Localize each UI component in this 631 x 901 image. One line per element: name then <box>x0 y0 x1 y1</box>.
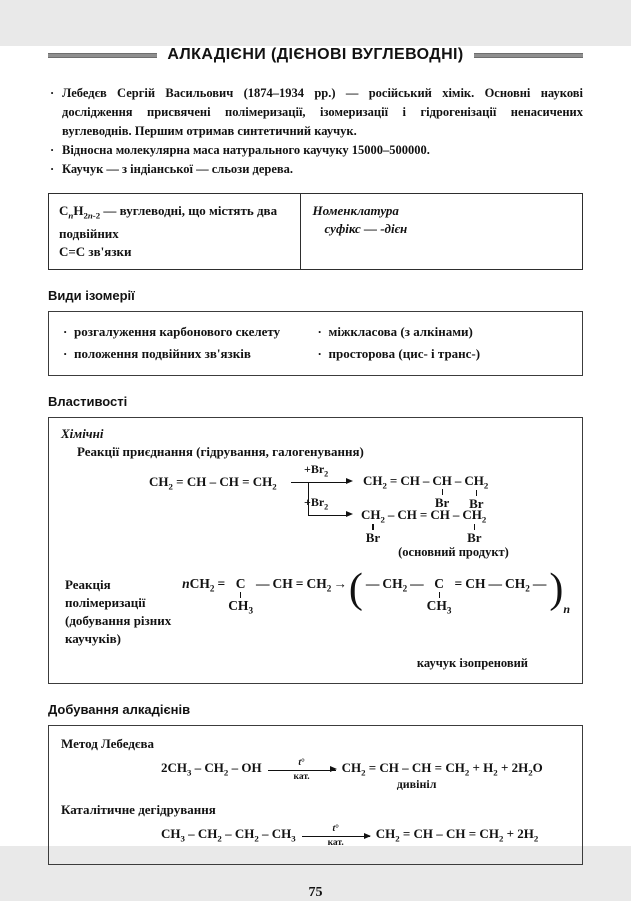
isomerism-heading: Види ізомерії <box>48 287 135 303</box>
nomenclature-cell <box>300 194 582 269</box>
arrow-catalyst-label: кат. <box>327 838 344 849</box>
polymerization-title-line1: Реакція полімеризації <box>65 576 146 610</box>
close-paren: ) <box>549 565 564 612</box>
definition-cell <box>49 194 300 269</box>
catalyst-arrow <box>302 824 370 848</box>
divinyl-note: дивініл <box>396 777 437 792</box>
polymerization-row <box>61 565 570 648</box>
polyisoprene-unit-formula: — $CH_2$ — C $CH_3$ = CH — $CH_2$ — <box>365 575 547 616</box>
butadiene-reactant-formula: $CH_2$ = CH – CH = $CH_2$ <box>149 473 277 492</box>
isomerism-item: · розгалуження карбонового скелету <box>61 321 316 343</box>
products-line <box>342 760 543 778</box>
page-title: АЛКАДІЄНИ (ДІЄНОВІ ВУГЛЕВОДНІ) <box>167 46 464 63</box>
nomenclature-title: Номенклатура <box>312 203 399 218</box>
intro-bullet: · Каучук — з індіанської — сльози дерева. <box>48 160 583 179</box>
definition-formula-line2: C=C зв'язки <box>59 243 132 259</box>
arrow-temperature-label: t° <box>332 824 339 835</box>
intro-bullet: · Відносна молекулярна маса натурального каучуку 15000–500000. <box>48 141 583 160</box>
top-reaction-arrow <box>291 482 346 483</box>
isomerism-box <box>48 311 583 376</box>
polymerization-equation <box>182 565 570 617</box>
arrow-line <box>302 836 370 837</box>
bottom-reaction-arrow <box>308 515 346 516</box>
title-rule-right <box>474 53 583 58</box>
production-heading: Добування алкадієнів <box>48 701 191 717</box>
title-rule-left <box>48 53 157 58</box>
lebedev-equation <box>161 757 570 793</box>
dehydrogenation-equation <box>161 826 570 848</box>
isomerism-item: · міжкласова (з алкінами) <box>316 321 571 343</box>
dibromide-product-1-formula: $CH_2$ = CH – CH Br – $CH_2$ Br <box>363 472 489 512</box>
catalyst-arrow <box>268 758 336 782</box>
arrow-catalyst-label: кат. <box>293 771 310 782</box>
isomerism-left-column <box>61 321 316 365</box>
lebedev-products <box>342 760 543 793</box>
dibromide-product-2-formula: $CH_2$ Br – CH = CH – $CH_2$ Br <box>361 506 487 546</box>
isomerism-item: · положення подвійних зв'язків <box>61 343 316 365</box>
intro-list <box>48 84 583 179</box>
arrow-temperature-label: t° <box>298 757 305 768</box>
isoprene-monomer-formula: nCH$_2$ = C $CH_3$ — CH = $CH_2$ <box>182 575 332 616</box>
properties-box <box>48 417 583 684</box>
ethanol-formula: $2CH_3 - CH_2$ – OH <box>161 759 262 778</box>
polymer-index-n: n <box>563 601 570 616</box>
intro-bullet: · Лебедєв Сергій Васильович (1874–1934 рр.) — російський хімік. Основні наукові дослідження присвячені полімеризації, ізомеризації і гідрогенізації ненасичених вуглеводнів. Першим отримав синтетичний каучук. <box>48 84 583 141</box>
production-box <box>48 725 583 866</box>
arrow-line <box>268 770 336 771</box>
textbook-page <box>0 46 631 901</box>
bromine-reagent-top: $+Br_2$ <box>304 461 329 478</box>
properties-heading: Властивості <box>48 393 128 409</box>
definition-formula-line: $C_nH_{2n-2}$ — вуглеводні, що містять два подвійних <box>59 203 278 241</box>
reaction-arrow: → <box>333 575 347 591</box>
page-number: 75 <box>308 885 323 901</box>
addition-reaction-scheme <box>61 461 570 564</box>
open-paren: ( <box>348 565 363 612</box>
isomerism-right-column <box>316 321 571 365</box>
butane-formula: $CH_3 - CH_2 - CH_2 - CH_3$ <box>161 826 296 844</box>
nomenclature-suffix: суфікс — -дієн <box>324 221 408 236</box>
dehydrogenation-method-title: Каталітичне дегідрування <box>61 802 216 818</box>
main-product-note: (основний продукт) <box>398 544 509 559</box>
polymerization-title-line2: (добування різних каучуків) <box>65 612 172 646</box>
chemical-subheading: Хімічні <box>61 425 104 441</box>
addition-reactions-title: Реакції приєднання (гідрування, галогенування) <box>77 443 364 459</box>
butadiene-formula: $CH_2$ = CH – CH = $CH_2$ <box>341 759 470 778</box>
isomerism-item: · просторова (цис- і транс-) <box>316 343 571 365</box>
page-title-row <box>48 46 583 64</box>
polymerization-title <box>61 576 182 648</box>
lebedev-method-title: Метод Лебедєва <box>61 735 155 751</box>
definition-table <box>48 193 583 270</box>
butadiene-hydrogen-formula: $CH_2$ = CH – CH = $CH_2 + 2H_2$ <box>375 826 539 844</box>
bromine-reagent-bottom: $+Br_2$ <box>304 494 329 511</box>
byproducts-formula: + $H_2 + 2H_2O$ <box>469 759 543 778</box>
isoprene-rubber-caption: каучук ізопреновий <box>416 655 528 670</box>
